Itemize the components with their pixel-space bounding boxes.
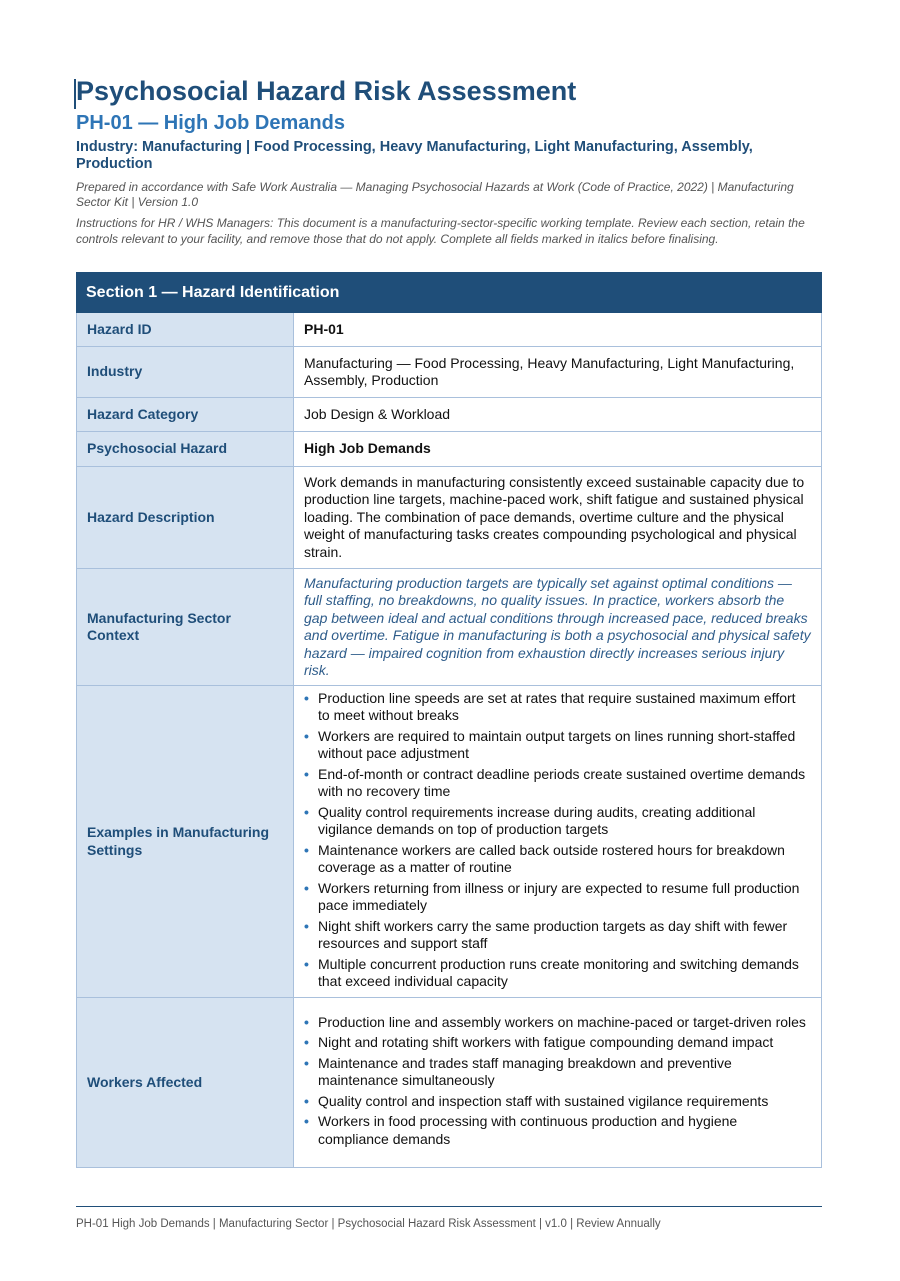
- row-industry: [76, 347, 822, 398]
- label-workers-affected: Workers Affected: [77, 998, 294, 1167]
- examples-list: [304, 690, 811, 994]
- row-hazard-description: [76, 467, 822, 569]
- label-psychosocial-hazard: Psychosocial Hazard: [77, 432, 294, 466]
- label-hazard-description: Hazard Description: [77, 467, 294, 568]
- value-industry: Manufacturing — Food Processing, Heavy Manufacturing, Light Manufacturing, Assembly, Production: [304, 354, 795, 388]
- row-examples: [76, 686, 822, 998]
- label-industry: Industry: [77, 347, 294, 397]
- footer-divider: [76, 1206, 822, 1207]
- hazard-subtitle: PH-01 — High Job Demands: [76, 112, 345, 135]
- list-item: • Maintenance and trades staff managing breakdown and preventive maintenance simultaneously: [304, 1055, 811, 1090]
- list-item: • Quality control requirements increase during audits, creating additional vigilance demands on top of production targets: [304, 804, 811, 839]
- list-item: • Workers are required to maintain output targets on lines running short-staffed without pace adjustment: [304, 728, 811, 763]
- value-workers-affected: [294, 998, 821, 1167]
- industry-line: Industry: Manufacturing | Food Processing, Heavy Manufacturing, Light Manufacturing, Assembly, Production: [76, 139, 753, 173]
- row-hazard-category: [76, 398, 822, 432]
- value-hazard-description: Work demands in manufacturing consistently exceed sustainable capacity due to production line targets, machine-paced work, shift fatigue and sustained physical loading. The combination of pace demands, overtime culture and the physical weight of manufacturing tasks creates compounding psychological and physical strain.: [304, 473, 805, 560]
- list-item: • Workers returning from illness or injury are expected to resume full production pace immediately: [304, 880, 811, 915]
- list-item: • Multiple concurrent production runs create monitoring and switching demands that exceed individual capacity: [304, 956, 811, 991]
- document-title: [76, 76, 822, 107]
- list-item: • Maintenance workers are called back outside rostered hours for breakdown coverage as a matter of routine: [304, 842, 811, 877]
- row-hazard-id: [76, 313, 822, 347]
- list-item: • Night and rotating shift workers with fatigue compounding demand impact: [304, 1034, 811, 1052]
- hazard-identification-table: [76, 272, 822, 1168]
- row-sector-context: [76, 569, 822, 686]
- label-hazard-category: Hazard Category: [77, 398, 294, 431]
- value-hazard-category: Job Design & Workload: [304, 405, 451, 422]
- value-psychosocial-hazard: High Job Demands: [304, 440, 431, 457]
- row-psychosocial-hazard: [76, 432, 822, 467]
- list-item: • End-of-month or contract deadline periods create sustained overtime demands with no recovery time: [304, 766, 811, 801]
- page-footer: PH-01 High Job Demands | Manufacturing Sector | Psychosocial Hazard Risk Assessment | v1.0 | Review Annually: [76, 1218, 661, 1230]
- prepared-note: Prepared in accordance with Safe Work Australia — Managing Psychosocial Hazards at Work (Code of Practice, 2022) | Manufacturing Sector Kit | Version 1.0: [76, 179, 794, 210]
- list-item: • Night shift workers carry the same production targets as day shift with fewer resources and support staff: [304, 918, 811, 953]
- row-workers-affected: [76, 998, 822, 1168]
- list-item: • Production line and assembly workers on machine-paced or target-driven roles: [304, 1014, 811, 1032]
- list-item: • Quality control and inspection staff with sustained vigilance requirements: [304, 1093, 811, 1111]
- label-sector-context: Manufacturing Sector Context: [77, 569, 294, 685]
- value-examples: [294, 686, 821, 997]
- workers-list: [304, 1014, 811, 1152]
- label-examples: Examples in Manufacturing Settings: [77, 686, 294, 997]
- document-title-text: Psychosocial Hazard Risk Assessment: [76, 76, 577, 106]
- document-page: [76, 76, 822, 1147]
- value-sector-context: Manufacturing production targets are typically set against optimal conditions — full staffing, no breakdowns, no quality issues. In practice, workers absorb the gap between ideal and actual conditions through increased pace, reduced breaks and overtime. Fatigue in manufacturing is both a psychosocial and physical safety hazard — impaired cognition from exhaustion directly increases serious injury risk.: [304, 574, 811, 678]
- label-hazard-id: Hazard ID: [77, 313, 294, 346]
- instructions-note: Instructions for HR / WHS Managers: This document is a manufacturing-sector-specific working template. Review each section, retain the controls relevant to your facility, and remove those that do not apply. Complete all fields marked in italics before finalising.: [76, 216, 805, 246]
- list-item: • Production line speeds are set at rates that require sustained maximum effort to meet without breaks: [304, 690, 811, 725]
- list-item: • Workers in food processing with continuous production and hygiene compliance demands: [304, 1113, 811, 1148]
- section-1-header: Section 1 — Hazard Identification: [76, 272, 822, 313]
- text-cursor: [74, 79, 76, 109]
- value-hazard-id: PH-01: [304, 320, 344, 337]
